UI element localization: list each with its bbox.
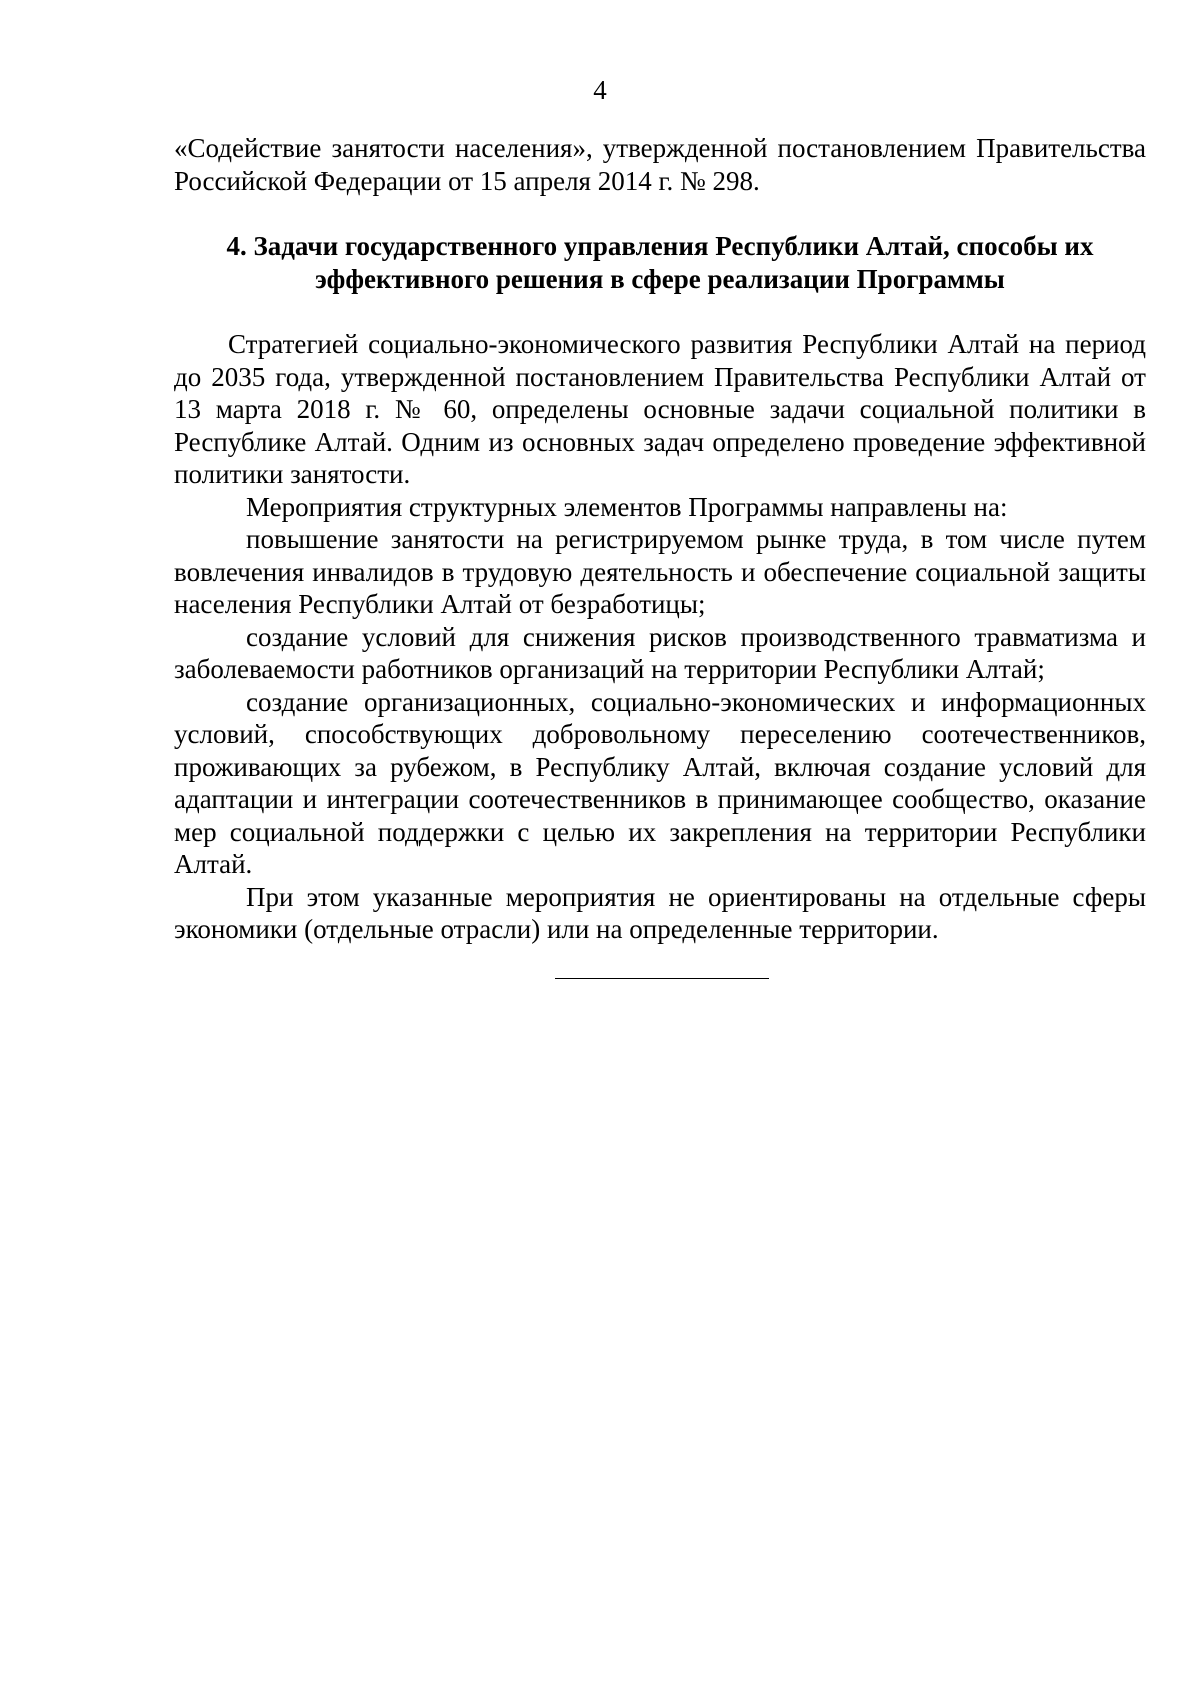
document-body (174, 132, 1146, 946)
intro-paragraph: «Содействие занятости населения», утвержденной постановлением Правительства Российской Федерации от 15 апреля 2014 г. № 298. (174, 133, 1146, 196)
section-heading-line-1: 4. Задачи государственного управления Республики Алтай, способы их (226, 231, 1094, 261)
page-number: 4 (593, 75, 607, 105)
paragraph-injury-risk: создание условий для снижения рисков производственного травматизма и заболеваемости работников организаций на территории Республики Алтай; (174, 621, 1146, 684)
paragraph-resettlement: создание организационных, социально-экономических и информационных условий, способствующих добровольному переселению соотечественников, проживающих за рубежом, в Республику Алтай, включая создание условий для адаптации и интеграции соотечественников в принимающее сообщество, оказание мер социальной поддержки с целью их закрепления на территории Республики Алтай. (174, 686, 1146, 879)
paragraph-scope: При этом указанные мероприятия не ориентированы на отдельные сферы экономики (отдельные отрасли) или на определенные территории. (174, 881, 1146, 944)
end-separator-line (555, 978, 769, 979)
section-heading-line-2: эффективного решения в сфере реализации Программы (315, 263, 1005, 294)
section-heading (174, 230, 1146, 295)
paragraph-measures-intro: Мероприятия структурных элементов Программы направлены на: (246, 491, 1008, 522)
paragraph-strategy: Стратегией социально-экономического развития Республики Алтай на период до 2035 года, утвержденной постановлением Правительства Республики Алтай от 13 марта 2018 г. № 60, определены основные задачи социальной политики в Республике Алтай. Одним из основных задач определено проведение эффективной политики занятости. (174, 329, 1146, 489)
paragraph-employment: повышение занятости на регистрируемом рынке труда, в том числе путем вовлечения инвалидов в трудовую деятельность и обеспечение социальной защиты населения Республики Алтай от безработицы; (174, 524, 1146, 619)
